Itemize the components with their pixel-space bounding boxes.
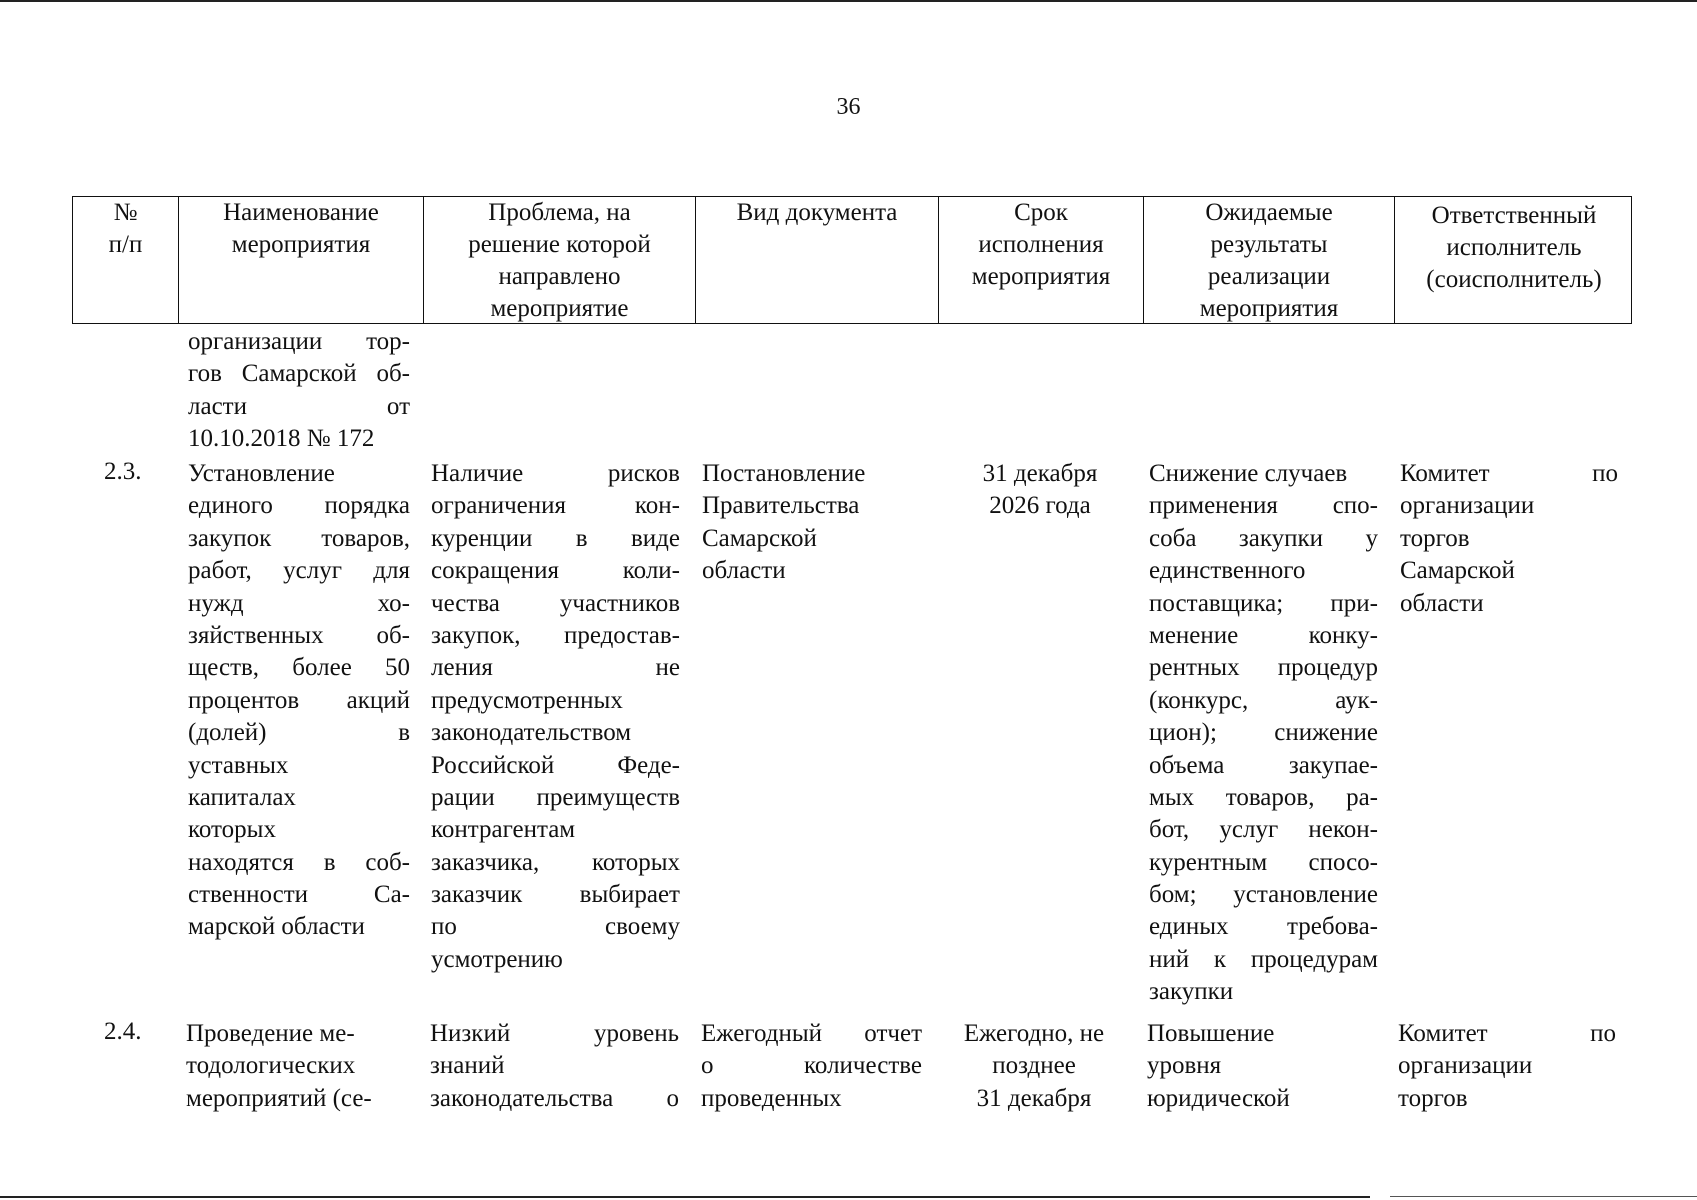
text-line: знаний	[430, 1052, 505, 1080]
header-doc	[696, 197, 939, 323]
text-line: мых товаров, ра-	[1149, 783, 1378, 811]
row-2-4-name	[186, 1018, 408, 1115]
header-results-line: Ожидаемые	[1205, 199, 1333, 226]
text-line: Правительства	[702, 492, 860, 520]
row-2-4-number: 2.4.	[104, 1018, 142, 1045]
bottom-scan-edge	[0, 1196, 1370, 1198]
row-2-3-term	[940, 458, 1140, 523]
text-line: тодологических	[186, 1052, 356, 1080]
text-line: куренции в виде	[431, 524, 680, 552]
text-line: единых требова-	[1149, 913, 1378, 941]
header-results	[1144, 197, 1395, 323]
text-line: чества участников	[431, 589, 680, 617]
text-line: области	[1400, 589, 1484, 617]
header-responsible	[1395, 197, 1633, 323]
row-2-4-problem	[430, 1018, 679, 1115]
header-results-line: мероприятия	[1199, 295, 1339, 322]
page-number: 36	[836, 94, 861, 120]
text-line: заказчика, которых	[431, 848, 680, 876]
text-line: закупок, предостав-	[431, 621, 680, 649]
text-line: организации тор-	[188, 328, 410, 355]
text-line: работ, услуг для	[188, 557, 410, 585]
text-line: находятся в соб-	[188, 848, 410, 876]
row-2-4-term	[944, 1018, 1124, 1115]
text-line: зяйственных об-	[188, 621, 410, 649]
text-line: организации	[1398, 1052, 1533, 1080]
text-line: контрагентам	[431, 816, 576, 844]
text-line: сокращения коли-	[431, 557, 680, 585]
text-line: (конкурс, аук-	[1149, 686, 1378, 714]
row-2-4-responsible	[1398, 1018, 1616, 1115]
header-problem-line: мероприятие	[490, 295, 629, 322]
text-line: проведенных	[701, 1084, 842, 1112]
text-line: торгов	[1400, 524, 1470, 552]
text-line: 31 декабря	[976, 1084, 1092, 1112]
text-line: 10.10.2018 № 172	[188, 425, 375, 453]
text-line: бот, услуг некон-	[1149, 816, 1378, 844]
header-problem	[424, 197, 696, 323]
row-2-3-results	[1149, 458, 1378, 1009]
header-name-line: Наименование	[223, 199, 379, 226]
text-line: уставных	[188, 751, 289, 779]
text-line: Низкий уровень	[430, 1020, 679, 1047]
header-resp-line: исполнитель	[1446, 234, 1582, 261]
bottom-scan-edge-right	[1390, 1196, 1697, 1197]
text-line: 2026 года	[989, 492, 1091, 520]
text-line: Самарской	[1400, 557, 1515, 585]
text-line: соба закупки у	[1149, 524, 1378, 552]
text-line: гов Самарской об-	[188, 360, 410, 388]
text-line: усмотрению	[431, 945, 563, 973]
text-line: поставщика; при-	[1149, 589, 1378, 617]
row-2-4-results	[1147, 1018, 1376, 1115]
header-name	[179, 197, 424, 323]
text-line: торгов	[1398, 1084, 1468, 1112]
text-line: рации преимуществ	[431, 783, 680, 811]
row-2-3-problem	[431, 458, 680, 976]
text-line: ственности Са-	[188, 881, 410, 909]
text-line: Проведение ме-	[186, 1020, 355, 1047]
text-line: марской области	[188, 913, 365, 941]
text-line: Постановление	[702, 460, 866, 487]
text-line: законодательства о	[430, 1084, 679, 1112]
text-line: 31 декабря	[982, 460, 1098, 487]
text-line: позднее	[992, 1052, 1076, 1080]
text-line: курентным спосо-	[1149, 848, 1378, 876]
top-scan-edge	[0, 0, 1697, 2]
text-line: Российской Феде-	[431, 751, 680, 779]
text-line: области	[702, 557, 786, 585]
text-line: которых	[188, 816, 276, 844]
row-2-3-name	[188, 458, 410, 944]
text-line: нужд хо-	[188, 589, 410, 617]
header-problem-line: направлено	[498, 263, 621, 290]
text-line: о количестве	[701, 1052, 922, 1080]
text-line: организации	[1400, 492, 1535, 520]
text-line: процентов акций	[188, 686, 410, 714]
text-line: единого порядка	[188, 492, 410, 520]
text-line: Наличие рисков	[431, 460, 680, 487]
header-results-line: результаты	[1210, 231, 1328, 258]
text-line: (долей) в	[188, 719, 410, 747]
text-line: Повышение	[1147, 1020, 1275, 1047]
text-line: уровня	[1147, 1052, 1222, 1080]
text-line: менение конку-	[1149, 621, 1378, 649]
text-line: рентных процедур	[1149, 654, 1378, 682]
header-results-line: реализации	[1207, 263, 1331, 290]
text-line: бом; установление	[1149, 881, 1378, 909]
table-header	[72, 196, 1632, 324]
text-line: цион); снижение	[1149, 719, 1378, 747]
text-line: ний к процедурам	[1149, 945, 1378, 973]
text-line: капиталах	[188, 783, 296, 811]
row-2-3-number: 2.3.	[104, 458, 142, 485]
header-problem-line: Проблема, на	[488, 199, 631, 226]
row-2-3-doc	[702, 458, 917, 588]
text-line: предусмотренных	[431, 686, 623, 714]
header-problem-line: решение которой	[468, 231, 651, 258]
row-2-3-responsible	[1400, 458, 1618, 620]
text-line: Комитет по	[1400, 460, 1618, 487]
text-line: Снижение случаев	[1149, 460, 1348, 487]
text-line: юридической	[1147, 1084, 1290, 1112]
text-line: Комитет по	[1398, 1020, 1616, 1047]
text-line: ласти от	[188, 392, 410, 420]
text-line: Ежегодно, не	[963, 1020, 1105, 1047]
header-doc-line: Вид документа	[736, 199, 898, 226]
text-line: объема закупае-	[1149, 751, 1378, 779]
header-name-line: мероприятия	[231, 231, 371, 258]
text-line: Ежегодный отчет	[701, 1020, 922, 1047]
text-line: Самарской	[702, 524, 817, 552]
header-term-line: Срок	[1014, 199, 1068, 226]
text-line: законодательством	[431, 719, 632, 747]
text-line: Установление	[188, 460, 335, 487]
text-line: мероприятий (се-	[186, 1084, 372, 1112]
text-line: единственного	[1149, 557, 1306, 585]
header-resp-line: Ответственный	[1431, 202, 1597, 229]
text-line: по своему	[431, 913, 680, 941]
text-line: ществ, более 50	[188, 654, 410, 682]
text-line: закупки	[1149, 978, 1234, 1006]
header-term-line: исполнения	[978, 231, 1104, 258]
header-resp-line: (соисполнитель)	[1426, 266, 1602, 293]
continuation-name	[188, 326, 410, 456]
header-num-line: №	[113, 199, 138, 226]
text-line: применения спо-	[1149, 492, 1378, 520]
row-2-4-doc	[701, 1018, 922, 1115]
header-num	[73, 197, 179, 323]
header-num-line: п/п	[108, 231, 143, 258]
header-term-line: мероприятия	[971, 263, 1111, 290]
text-line: заказчик выбирает	[431, 881, 680, 909]
text-line: ления не	[431, 654, 680, 682]
header-term	[939, 197, 1144, 323]
text-line: ограничения кон-	[431, 492, 680, 520]
text-line: закупок товаров,	[188, 524, 410, 552]
